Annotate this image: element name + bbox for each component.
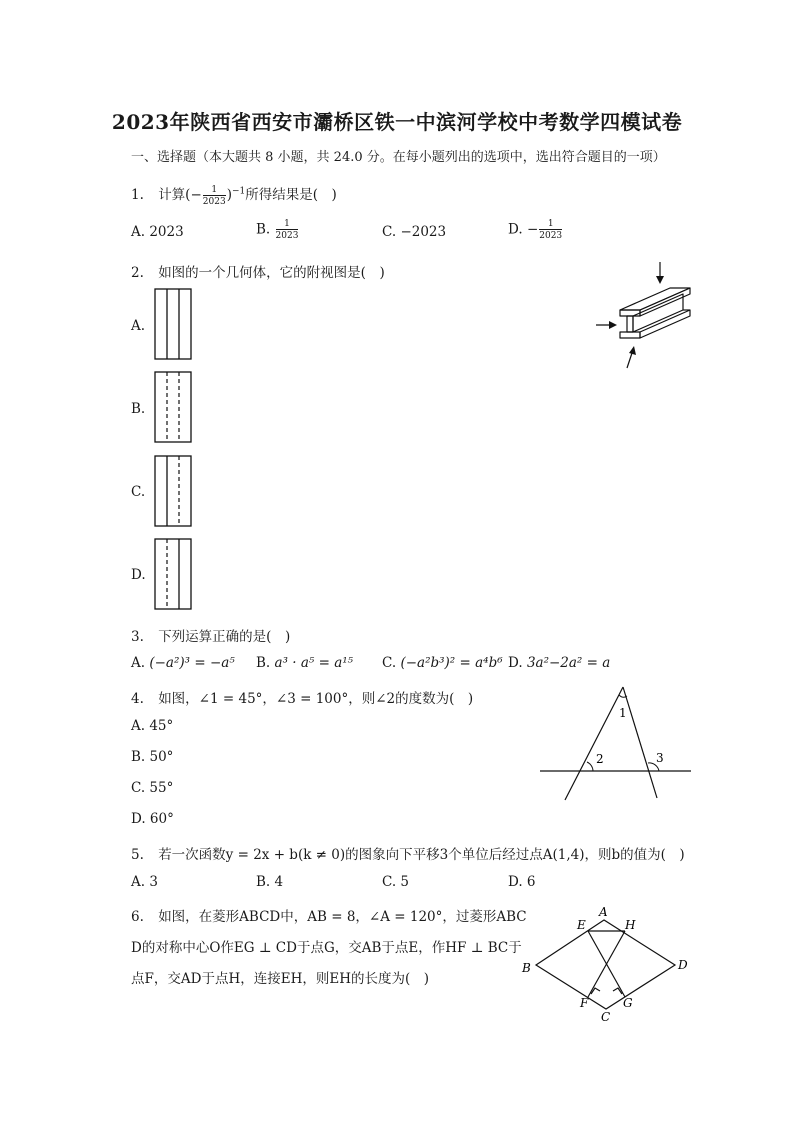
q2-solid-figure xyxy=(592,258,702,376)
q4-option-c: C. 55° xyxy=(131,780,174,796)
point-b-label: B xyxy=(522,961,531,975)
q1-option-d: D. − $\frac{1}{2023}$ xyxy=(508,219,563,241)
q1-option-c: C. −2023 xyxy=(382,224,447,240)
q2-option-c-label: C. xyxy=(131,484,146,500)
question-1-pre: 计算(− xyxy=(158,187,202,203)
q2-option-c-figure xyxy=(154,455,194,530)
q3-option-a: A. (−a²)³ = −a⁵ xyxy=(131,655,235,671)
q4-option-d: D. 60° xyxy=(131,811,174,827)
question-2: 2. 如图的一个几何体，它的附视图是( ) xyxy=(131,265,385,281)
question-6-line-1: 6. 如图，在菱形ABCD中，AB = 8，∠A = 120°，过菱形ABC xyxy=(131,909,527,925)
point-h-label: H xyxy=(625,918,636,932)
question-number: 1. xyxy=(131,187,144,203)
q4-option-a: A. 45° xyxy=(131,718,174,734)
q6-rhombus-figure xyxy=(518,903,698,1023)
q1-option-a: A. 2023 xyxy=(131,224,184,240)
q4-angle-figure xyxy=(535,682,695,804)
point-d-label: D xyxy=(678,958,688,972)
point-e-label: E xyxy=(577,918,586,932)
angle-2-label: 2 xyxy=(596,752,604,766)
page-title: 2023年陕西省西安市灞桥区铁一中滨河学校中考数学四模试卷 xyxy=(111,110,683,134)
angle-1-label: 1 xyxy=(619,706,627,720)
point-a-label: A xyxy=(599,905,608,919)
q5-option-d: D. 6 xyxy=(508,874,536,890)
q2-option-a-label: A. xyxy=(131,318,146,334)
q1-option-b: B. $\frac{1}{2023}$ xyxy=(256,219,299,241)
q4-option-b: B. 50° xyxy=(131,749,174,765)
q5-option-b: B. 4 xyxy=(256,874,284,890)
point-f-label: F xyxy=(580,996,589,1010)
section-heading: 一、选择题（本大题共 8 小题，共 24.0 分。在每小题列出的选项中，选出符合题目的一项） xyxy=(131,150,666,165)
question-1-tail: 所得结果是( ) xyxy=(245,187,337,203)
q3-option-c: C. (−a²b³)² = a⁴b⁶ xyxy=(382,655,503,671)
question-5: 5. 若一次函数y = 2x + b(k ≠ 0)的图象向下平移3个单位后经过点A(1,4)，则b的值为( ) xyxy=(131,847,685,863)
q3-option-b: B. a³ · a⁵ = a¹⁵ xyxy=(256,655,354,671)
q2-option-d-label: D. xyxy=(131,567,146,583)
q3-option-d: D. 3a²−2a² = a xyxy=(508,655,611,671)
point-g-label: G xyxy=(623,996,633,1010)
question-1: 1. 计算(− $\frac{1}{2023}$ )$^{-1}$所得结果是( ) xyxy=(131,184,337,207)
q2-option-d-figure xyxy=(154,538,194,613)
q2-option-a-figure xyxy=(154,288,194,363)
question-4: 4. 如图，∠1 = 45°，∠3 = 100°，则∠2的度数为( ) xyxy=(131,691,474,707)
question-6-line-2: D的对称中心O作EG ⊥ CD于点G，交AB于点E，作HF ⊥ BC于 xyxy=(131,940,522,956)
question-3: 3. 下列运算正确的是( ) xyxy=(131,629,291,645)
angle-3-label: 3 xyxy=(656,751,664,765)
q5-option-c: C. 5 xyxy=(382,874,410,890)
point-c-label: C xyxy=(601,1010,611,1023)
q2-option-b-figure xyxy=(154,371,194,446)
question-6-line-3: 点F，交AD于点H，连接EH，则EH的长度为( ) xyxy=(131,971,430,987)
q5-option-a: A. 3 xyxy=(131,874,158,890)
fraction: $\frac{1}{2023}$ xyxy=(202,184,226,207)
q2-option-b-label: B. xyxy=(131,401,146,417)
